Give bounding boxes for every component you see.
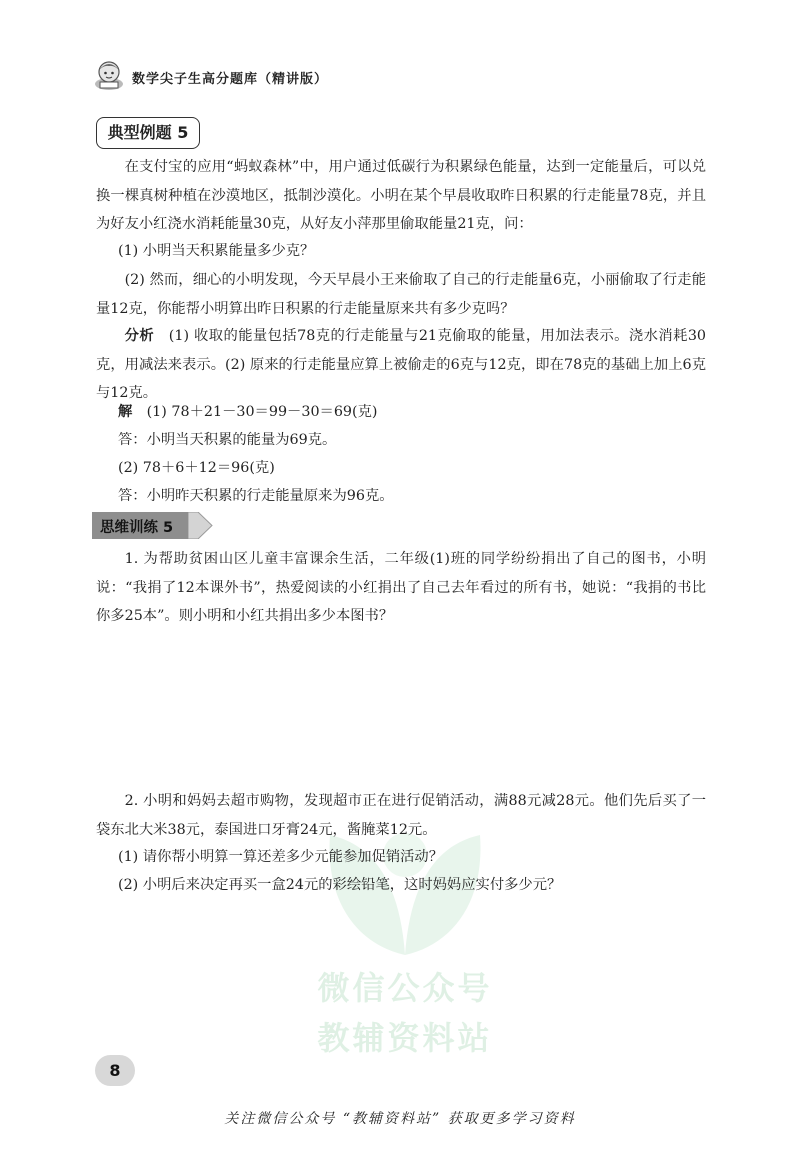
- watermark-line-2: 教辅资料站: [317, 1019, 493, 1057]
- training-problem-2-q1: (1) 请你帮小明算一算还差多少元能参加促销活动？: [118, 849, 444, 865]
- solution-1-text: (1) 78＋21－30＝99－30＝69(克): [146, 404, 378, 420]
- training-problem-2: 2. 小明和妈妈去超市购物，发现超市正在进行促销活动，满88元减28元。他们先后买了一袋东北大米38元，泰国进口牙膏24元，酱腌菜12元。: [96, 793, 706, 838]
- running-header: [92, 58, 422, 98]
- watermark-line-1: 微信公众号: [317, 969, 493, 1007]
- training-problem-1: 1. 为帮助贫困山区儿童丰富课余生活，二年级(1)班的同学纷纷捐出了自己的图书，小明说：“我捐了12本课外书”，热爱阅读的小红捐出了自己去年看过的所有书，她说：“我捐的书比你多25本”。则小明和小红共捐出多少本图书？: [96, 551, 706, 624]
- analysis-label: 分析: [124, 328, 155, 344]
- example-intro: 在支付宝的应用“蚂蚁森林”中，用户通过低碳行为积累绿色能量，达到一定能量后，可以兑换一棵真树种植在沙漠地区，抵制沙漠化。小明在某个早晨收取昨日积累的行走能量78克，并且为好友小红浇水消耗能量30克，从好友小萍那里偷取能量21克，问：: [96, 159, 706, 232]
- solution-line-2: (2) 78＋6＋12＝96(克): [118, 460, 275, 476]
- footer-note: 关注微信公众号 “教辅资料站” 获取更多学习资料: [224, 1111, 576, 1127]
- training-label: 思维训练 5: [100, 520, 174, 536]
- answer-2: 答：小明昨天积累的行走能量原来为96克。: [118, 488, 394, 504]
- analysis-paragraph: [96, 322, 706, 408]
- training-problem-2-q2: (2) 小明后来决定再买一盒24元的彩绘铅笔，这时妈妈应实付多少元？: [118, 877, 562, 893]
- book-title: 数学尖子生高分题库（精讲版）: [132, 72, 329, 87]
- training-heading: [92, 512, 216, 539]
- example-heading: 典型例题 5: [96, 117, 200, 149]
- example-question-1: (1) 小明当天积累能量多少克？: [118, 243, 315, 259]
- answer-1: 答：小明当天积累的能量为69克。: [118, 432, 337, 448]
- example-question-2: (2) 然而，细心的小明发现，今天早晨小王来偷取了自己的行走能量6克，小丽偷取了行走能量12克，你能帮小明算出昨日积累的行走能量原来共有多少克吗？: [96, 272, 706, 317]
- solution-label: 解: [118, 404, 133, 420]
- banner-arrow-icon: [188, 512, 214, 539]
- mascot-logo: [92, 58, 126, 92]
- solution-line-1: [118, 398, 377, 426]
- page-number: 8: [95, 1055, 135, 1086]
- analysis-text: (1) 收取的能量包括78克的行走能量与21克偷取的能量，用加法表示。浇水消耗30克，用减法来表示。(2) 原来的行走能量应算上被偷走的6克与12克，即在78克的基础上加上6克与12克。: [96, 328, 707, 401]
